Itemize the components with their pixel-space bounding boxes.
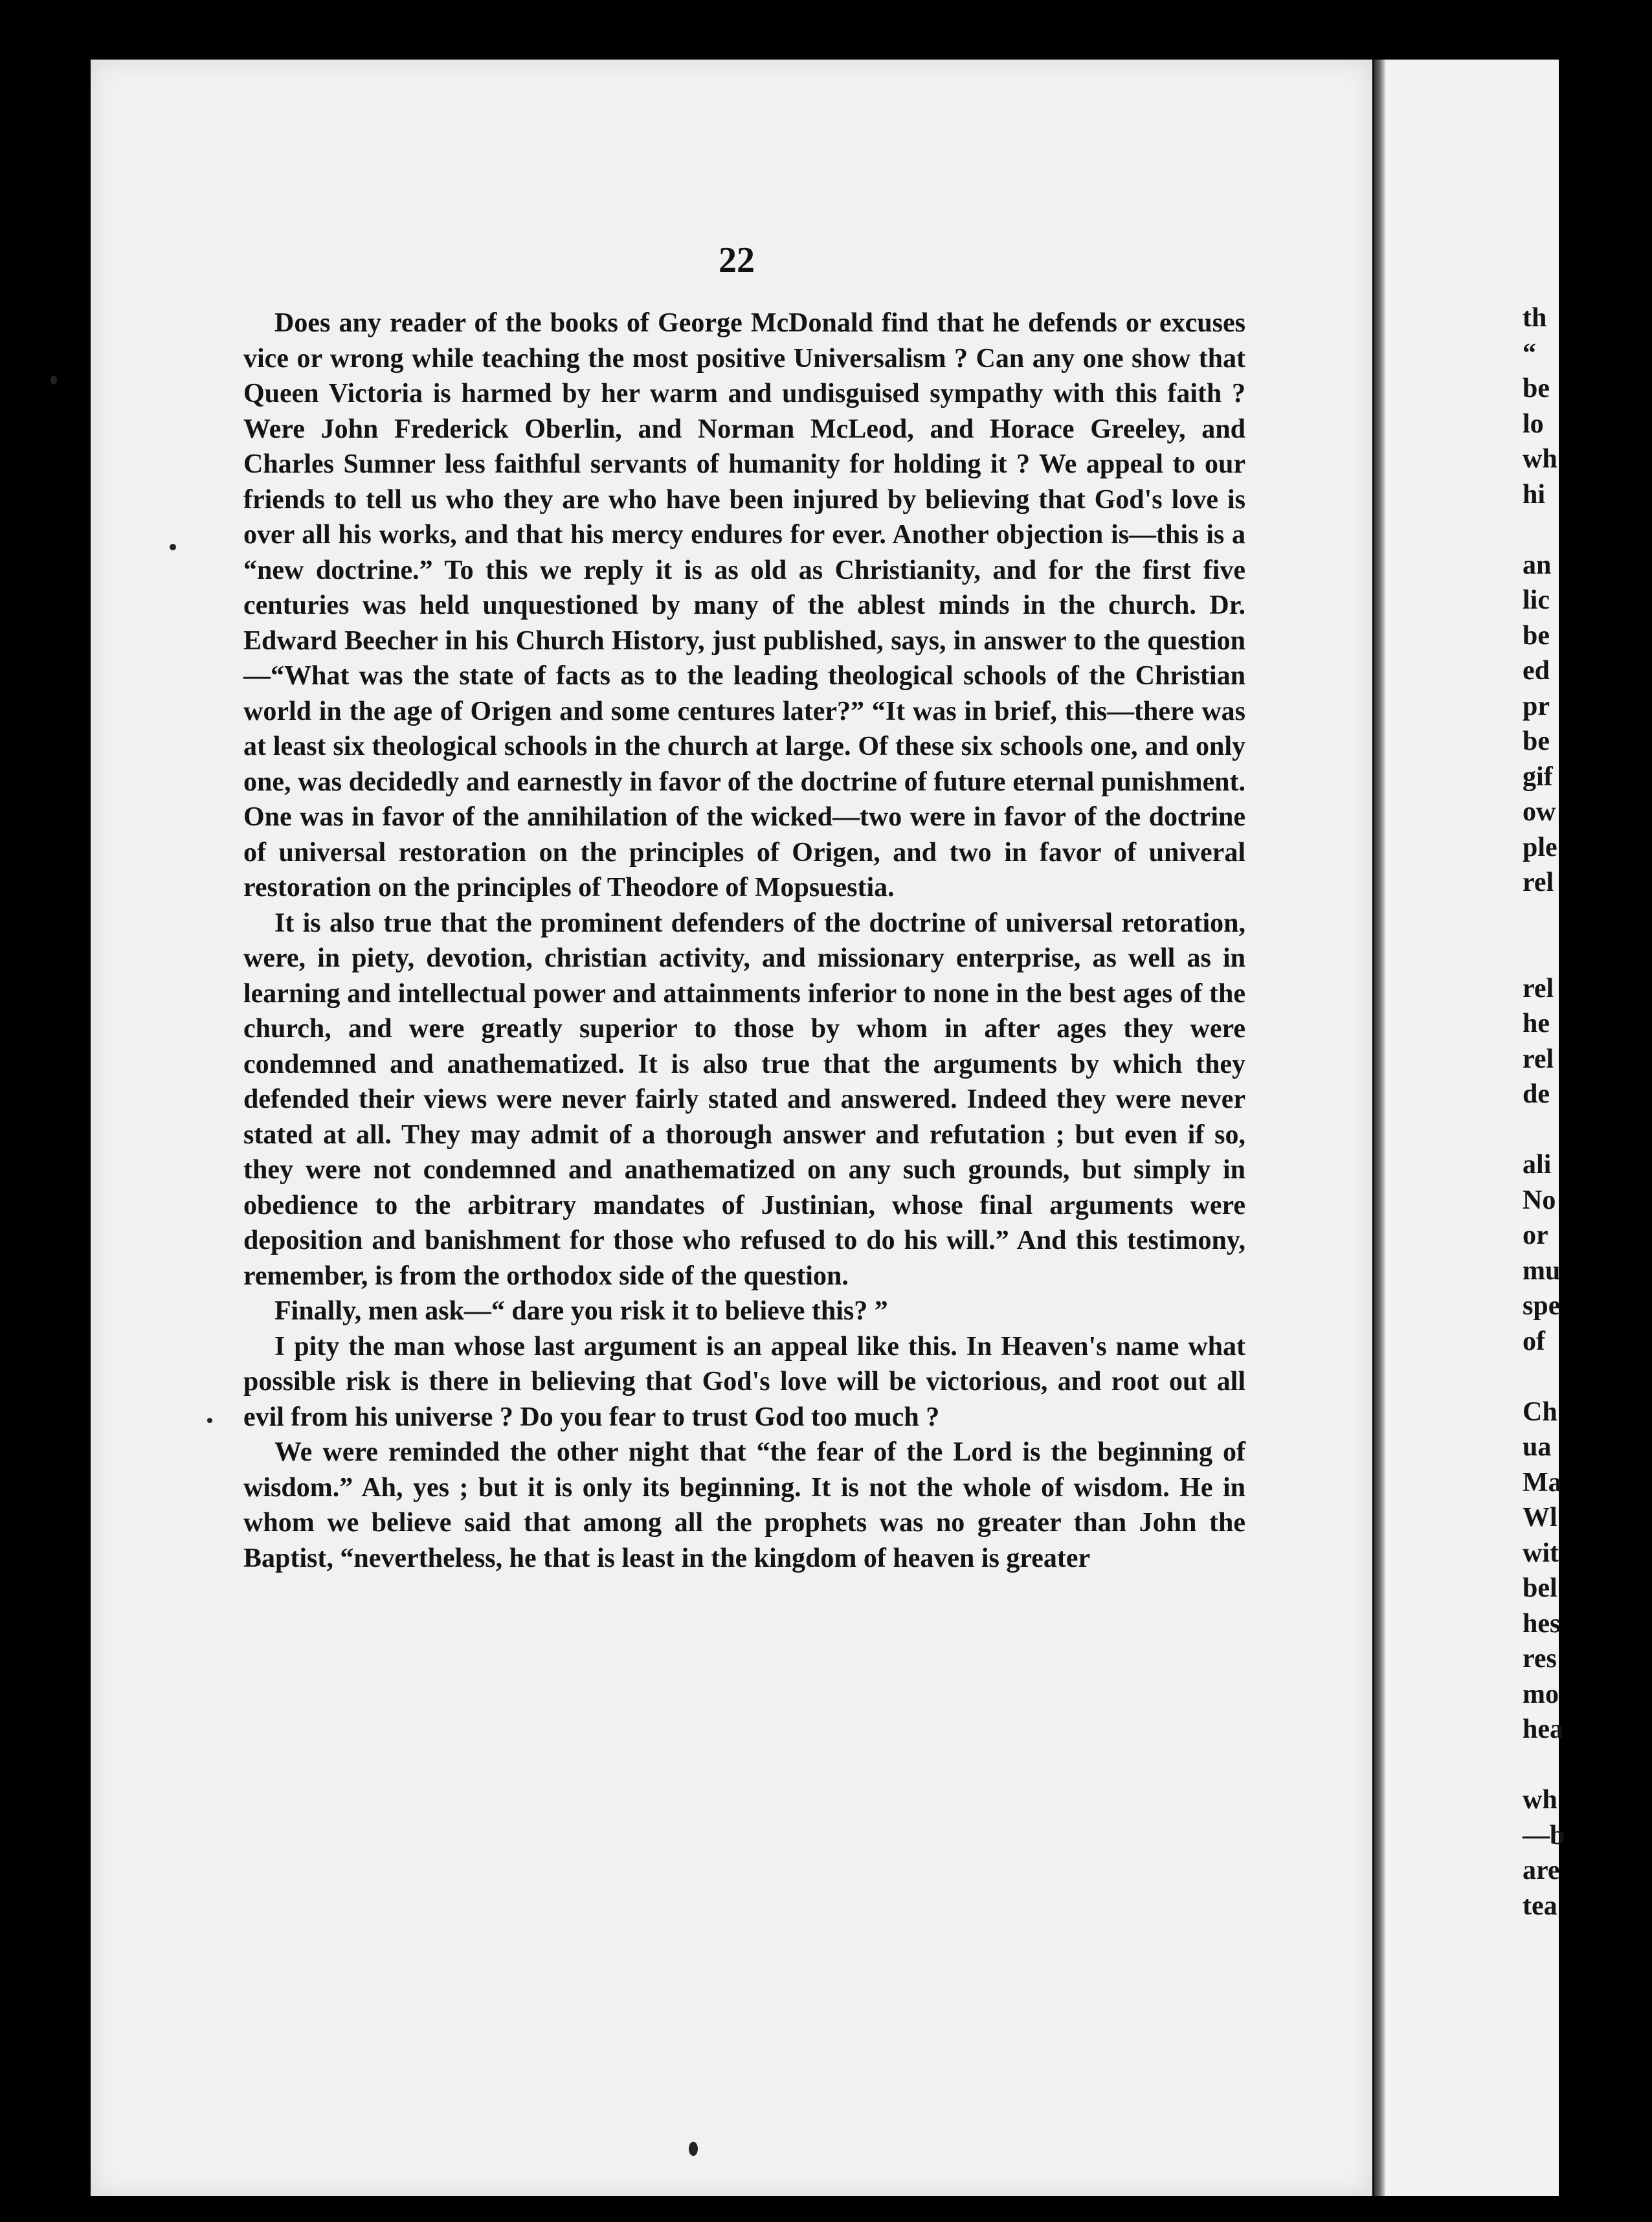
right-page-fragment: an (1523, 550, 1552, 580)
right-page-fragment (1523, 936, 1652, 971)
right-page-fragment (1523, 1112, 1652, 1148)
right-page-fragment: “ (1523, 338, 1536, 368)
paragraph-1: Does any reader of the books of George McDonald find that he defends or excuses vice or wrong while teaching the most positive Universalism ? Can any one show that Queen Victoria is harmed by her warm and undisguised sympathy with this faith ? Were John Frederick Oberlin, and Norman McLeod, and Horace Greeley, and Charles Sumner less faithful servants of humanity for holding it ? We appeal to our friends to tell us who they are who have been injured by believing that God's love is over all his works, and that his mercy endures for ever. Another objection is—this is a “new doctrine.” To this we reply it is as old as Christianity, and for the first five centuries was held unquestioned by many of the ablest minds in the church. Dr. Edward Beecher in his Church History, just published, says, in answer to the question—“What was the state of facts as to the leading theological schools of the Christian world in the age of Origen and some centures later?” “It was in brief, this—there was at least six theological schools in the church at large. Of these six schools one, and only one, was decidedly and earnestly in favor of the doctrine of future eternal punishment. One was in favor of the annihilation of the wicked—two were in favor of the doctrine of universal restoration on the principles of Origen, and two in favor of univeral restoration on the principles of Theodore of Mopsuestia. (243, 308, 1245, 903)
right-page-fragment: th (1523, 303, 1547, 333)
right-page-fragment: wh (1523, 444, 1557, 474)
right-page-fragment: be (1523, 620, 1550, 651)
right-page-fragment: ali (1523, 1150, 1552, 1180)
right-page-fragment: gif (1523, 761, 1553, 792)
right-page-fragment: hi (1523, 479, 1546, 510)
right-page-fragment: be (1523, 726, 1550, 756)
right-page-fragment: rel (1523, 1044, 1554, 1074)
right-page-fragment: mu (1523, 1255, 1561, 1286)
right-page-fragment: of (1523, 1326, 1545, 1356)
right-page-fragment: he (1523, 1009, 1550, 1038)
right-page-fragment: spe (1523, 1291, 1561, 1321)
page-number: 22 (719, 240, 755, 280)
right-page-fragment: hea (1523, 1714, 1563, 1744)
right-page-fragment: Ma (1523, 1467, 1562, 1498)
right-page-fragment: pr (1523, 691, 1550, 721)
right-page-fragment: —b (1523, 1820, 1565, 1850)
right-page-fragment: rel (1523, 973, 1554, 1004)
right-page-fragment: be (1523, 374, 1550, 403)
right-page-fragment: hes (1523, 1608, 1561, 1639)
right-page-fragment (1523, 1359, 1652, 1395)
right-page-fragment: rel (1523, 868, 1554, 897)
right-page-fragment: mo (1523, 1679, 1559, 1709)
right-page-fragment: ed (1523, 656, 1550, 686)
paper-speck (50, 376, 57, 385)
right-page-fragment: wit (1523, 1538, 1559, 1568)
right-page-fragment: Wl (1523, 1503, 1557, 1532)
book-gutter (1374, 60, 1385, 2196)
paragraph-4: I pity the man whose last argument is an appeal like this. In Heaven's name what possible risk is there in believing that God's love will be victorious, and root out all evil from his universe ? Do you fear to trust God too much ? (243, 1331, 1245, 1432)
paragraph-5: We were reminded the other night that “the fear of the Lord is the beginning of wisdom.” Ah, yes ; but it is only its beginning. It is not the whole of wisdom. He in whom we believe said that among all the prophets was no greater than John the Baptist, “nevertheless, he that is least in the kingdom of heaven is greater (243, 1437, 1245, 1573)
right-page-fragment: wh (1523, 1785, 1557, 1815)
right-page-fragment: ua (1523, 1432, 1552, 1462)
paper-speck (689, 2142, 698, 2156)
right-page-fragment: or (1523, 1220, 1548, 1250)
paragraph-2: It is also true that the prominent defenders of the doctrine of universal retoration, were, in piety, devotion, christian activity, and missionary enterprise, as well as in learning and intellectual power and attainments inferior to none in the best ages of the church, and were greatly superior to those by whom in after ages they were condemned and anathematized. It is also true that the arguments by which they defended their views were never fairly stated and answered. Indeed they were never stated at all. They may admit of a thorough answer and refutation ; but even if so, they were not condemned and anathematized on any such grounds, but simply in obedience to the arbitrary mandates of Justinian, whose final arguments were deposition and banishment for those who refused to do his will.” And this testimony, remember, is from the orthodox side of the question. (243, 908, 1245, 1291)
right-page-fragment: are (1523, 1856, 1560, 1885)
right-page-fragment: res (1523, 1644, 1557, 1674)
right-page-fragment: lic (1523, 585, 1550, 615)
right-page-fragment: Ch (1523, 1397, 1557, 1427)
right-page-fragment: ple (1523, 832, 1557, 862)
paper-speck (170, 544, 176, 550)
right-page-fragment: No (1523, 1185, 1556, 1215)
right-page-fragment (1523, 901, 1652, 936)
right-page-fragment (1523, 512, 1652, 548)
right-page-fragment: tea (1523, 1891, 1557, 1921)
right-page-fragment: bel (1523, 1573, 1557, 1603)
right-page-fragment (1523, 1747, 1652, 1783)
paragraph-3: Finally, men ask—“ dare you risk it to believe this? ” (274, 1296, 888, 1326)
right-page-fragment: lo (1523, 409, 1544, 439)
body-text (243, 306, 1245, 1576)
right-page-fragment: ow (1523, 797, 1556, 827)
paper-speck (207, 1418, 212, 1423)
right-page-text (1523, 300, 1652, 1924)
right-page-fragment: de (1523, 1079, 1550, 1109)
